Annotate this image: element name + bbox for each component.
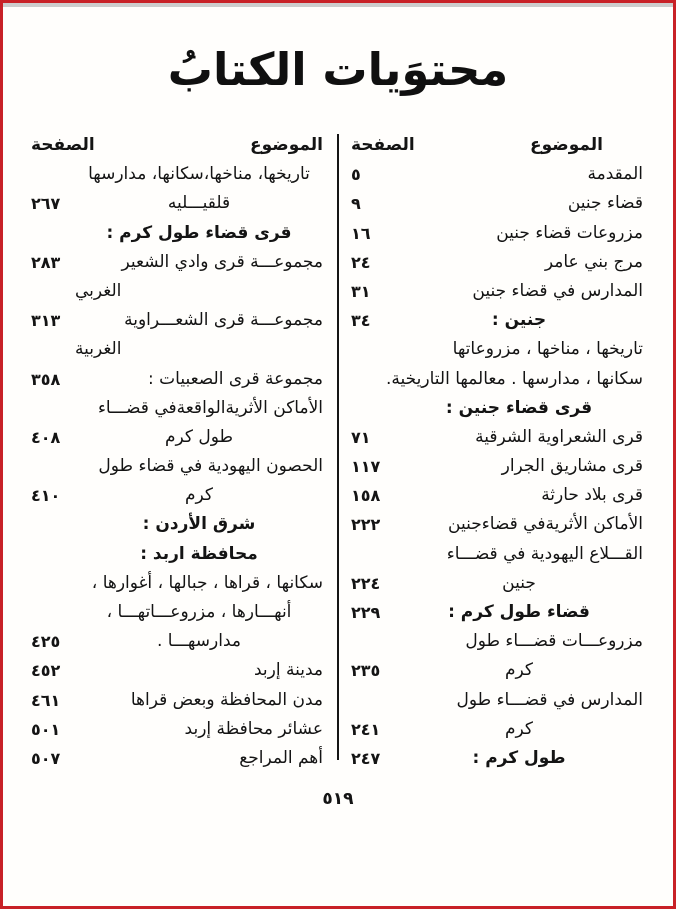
toc-page-number: ٢٢٤ <box>351 573 381 593</box>
toc-entry-text: قرى الشعراوية الشرقية <box>475 426 643 447</box>
toc-entry-text: شرق الأردن : <box>142 514 256 535</box>
toc-entry-text: قرى بلاد حارثة <box>541 485 643 506</box>
column-divider <box>337 134 339 760</box>
toc-entry-text: مدينة إربد <box>254 660 323 681</box>
toc-entry-text: سكانها ، مدارسها . معالمها التاريخية. <box>386 368 643 389</box>
toc-row <box>351 510 643 539</box>
toc-page-number: ٤٠٨ <box>31 427 61 447</box>
toc-entry-text: المدارس في قضـــاء طول <box>456 689 643 710</box>
toc-column-left <box>13 131 337 773</box>
toc-page-number: ٣٥٨ <box>31 369 61 389</box>
toc-entry-text: مجموعـــة قرى الشعـــراوية <box>124 310 323 331</box>
toc-entry-text: مرج بني عامر <box>544 251 643 272</box>
toc-row <box>31 365 323 394</box>
toc-row <box>31 306 323 335</box>
toc-entry-text: قرى قضاء طول كرم : <box>106 222 292 243</box>
toc-entry-text: كرم <box>505 718 533 739</box>
toc-page-number: ١١٧ <box>351 457 381 477</box>
toc-row <box>351 219 643 248</box>
toc-page-number: ٢٤١ <box>351 719 381 739</box>
toc-row <box>351 189 643 218</box>
toc-row <box>351 365 643 394</box>
toc-row <box>351 598 643 627</box>
toc-page-number: ٢٢٩ <box>351 603 381 622</box>
toc-entry-text: القـــلاع اليهودية في قضـــاء <box>446 543 643 564</box>
toc-row <box>351 481 643 510</box>
toc-row <box>31 627 323 656</box>
toc-page-number: ٤١٠ <box>31 486 61 506</box>
toc-row <box>351 744 643 773</box>
toc-page-number: ٤٢٥ <box>31 632 61 652</box>
column-header <box>351 131 643 160</box>
toc-page-number: ٤٥٢ <box>31 661 61 681</box>
toc-row <box>31 686 323 715</box>
toc-entry-text: المقدمة <box>587 164 643 185</box>
toc-page-number: ٢٤٧ <box>351 748 381 768</box>
toc-entry-text: الأماكن الأثريةفي قضاءجنين <box>448 514 643 535</box>
scan-artifact-strip <box>3 3 673 7</box>
toc-entry-text: كرم <box>505 660 533 681</box>
toc-page-number: ٣٤ <box>351 311 371 331</box>
toc-row <box>351 423 643 452</box>
toc-entry-text: كرم <box>185 485 213 506</box>
page-header-label: الصفحة <box>31 135 95 155</box>
toc-entry-text: أنهـــارها ، مزروعـــاتهـــا ، <box>106 602 292 622</box>
toc-entry-text: قضاء طول كرم : <box>448 602 590 622</box>
toc-row <box>351 686 643 715</box>
toc-row <box>31 189 323 218</box>
toc-entry-text: الغربي <box>75 280 122 301</box>
toc-row <box>31 452 323 481</box>
toc-entry-text: مدن المحافظة وبعض قراها <box>130 689 323 710</box>
toc-row <box>31 335 323 364</box>
toc-entry-text: طول كرم <box>164 426 234 447</box>
toc-row <box>31 540 323 569</box>
toc-entry-text: الأماكن الأثريةالواقعةفي قضـــاء <box>97 397 323 418</box>
toc-row <box>351 452 643 481</box>
toc-table <box>13 131 663 773</box>
toc-row <box>31 510 323 539</box>
toc-row <box>31 160 323 189</box>
toc-page-number: ٢٣٥ <box>351 661 381 681</box>
toc-row <box>351 248 643 277</box>
toc-rows-left <box>31 160 323 773</box>
column-header <box>31 131 323 160</box>
toc-row <box>31 744 323 773</box>
toc-entry-text: تاريخها ، مناخها ، مزروعاتها <box>452 339 643 360</box>
toc-page-number: ٣١ <box>351 281 371 301</box>
toc-entry-text: محافظة اربد : <box>140 543 258 564</box>
toc-entry-text: مزروعـــات قضـــاء طول <box>465 631 643 652</box>
toc-page-number: ٩ <box>351 194 361 214</box>
toc-entry-text: مدارسهـــا . <box>157 631 241 652</box>
toc-entry-text: الحصون اليهودية في قضاء طول <box>98 456 323 477</box>
toc-row <box>351 394 643 423</box>
toc-entry-text: قلقيـــليه <box>167 193 231 214</box>
toc-entry-text: أهم المراجع <box>239 747 323 768</box>
toc-page-number: ١٥٨ <box>351 486 381 506</box>
footer-page-number: ٥١٩ <box>322 789 354 809</box>
toc-entry-text: تاريخها، مناخها،سكانها، مدارسها <box>88 164 310 185</box>
subject-header-label: الموضوع <box>530 135 603 155</box>
toc-row <box>351 569 643 598</box>
toc-page-number: ٤٦١ <box>31 690 61 710</box>
toc-row <box>351 306 643 335</box>
toc-entry-text: قضاء جنين <box>567 193 643 214</box>
toc-row <box>31 248 323 277</box>
toc-row <box>351 656 643 685</box>
toc-entry-text: قرى قضاء جنين : <box>445 397 593 418</box>
toc-row <box>31 394 323 423</box>
toc-entry-text: الغربية <box>75 339 122 360</box>
toc-entry-text: جنين : <box>491 310 547 331</box>
toc-entry-text: مزروعات قضاء جنين <box>496 222 643 243</box>
toc-row <box>31 423 323 452</box>
page-header-label: الصفحة <box>351 135 415 155</box>
page-title: محتوَيات الكتابُ <box>167 43 509 96</box>
toc-page-number: ٢٢٢ <box>351 515 381 535</box>
toc-entry-text: قرى مشاريق الجرار <box>501 456 643 477</box>
toc-entry-text: المدارس في قضاء جنين <box>472 280 643 301</box>
toc-row <box>351 160 643 189</box>
toc-row <box>31 481 323 510</box>
toc-page-number: ٥٠٧ <box>31 748 61 768</box>
toc-page-number: ٥ <box>351 165 361 185</box>
toc-row <box>31 598 323 627</box>
toc-row <box>351 335 643 364</box>
toc-row <box>351 540 643 569</box>
toc-entry-text: طول كرم : <box>472 747 566 768</box>
toc-row <box>351 627 643 656</box>
toc-page-number: ٢٨٣ <box>31 252 61 272</box>
toc-page-number: ٢٤ <box>351 252 371 272</box>
toc-page-number: ٥٠١ <box>31 719 61 739</box>
toc-row <box>351 715 643 744</box>
toc-entry-text: عشائر محافظة إربد <box>184 718 323 739</box>
toc-entry-text: جنين <box>502 572 536 593</box>
toc-row <box>31 277 323 306</box>
toc-page-number: ٣١٣ <box>31 311 61 331</box>
subject-header-label: الموضوع <box>250 135 323 155</box>
toc-entry-text: مجموعة قرى الصعبيات : <box>148 368 323 389</box>
toc-row <box>351 277 643 306</box>
toc-row <box>31 569 323 598</box>
toc-column-right <box>339 131 663 773</box>
toc-entry-text: سكانها ، قراها ، جبالها ، أغوارها ، <box>91 572 323 593</box>
toc-page-number: ١٦ <box>351 223 371 243</box>
toc-page-number: ٧١ <box>351 427 371 447</box>
toc-rows-right <box>351 160 643 773</box>
toc-page-number: ٢٦٧ <box>31 194 61 214</box>
toc-row <box>31 656 323 685</box>
toc-row <box>31 219 323 248</box>
toc-entry-text: مجموعـــة قرى وادي الشعير <box>121 251 323 272</box>
toc-row <box>31 715 323 744</box>
